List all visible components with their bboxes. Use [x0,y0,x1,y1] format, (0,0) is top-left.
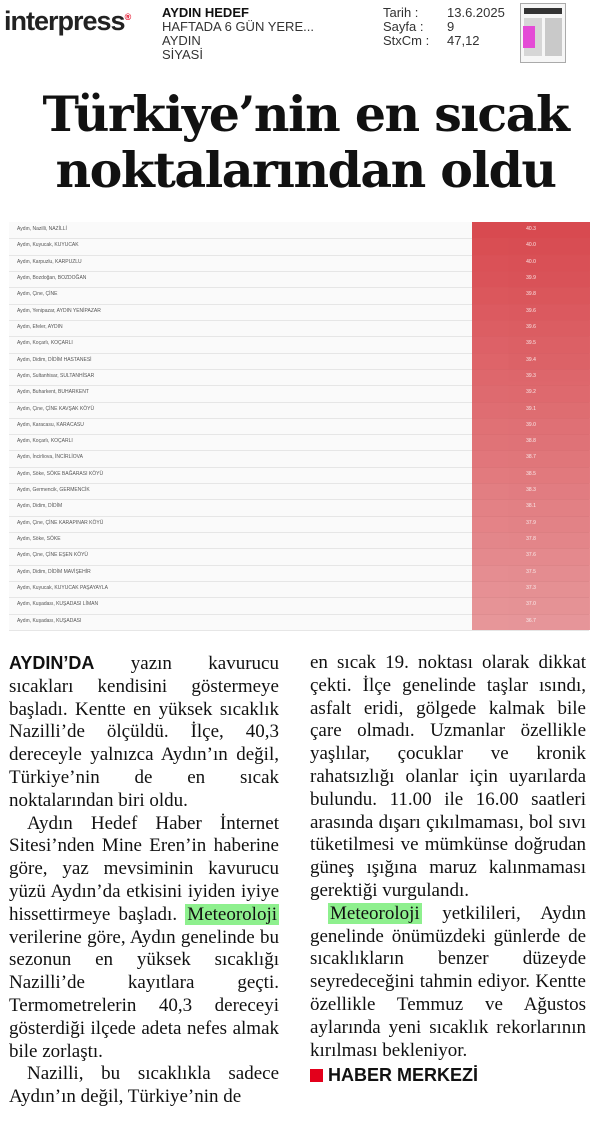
station-name: Aydın, Kuşadası, KUŞADASI LİMAN [17,601,99,608]
temperature-cell [472,304,590,320]
station-name: Aydın, Sultanhisar, SULTANHİSAR [17,372,95,379]
table-row [9,499,589,516]
table-row [9,369,589,386]
temperature-value: 39.1 [526,405,536,412]
table-row [9,418,589,435]
table-row [9,385,589,402]
temperature-cell [472,532,590,548]
temperature-value: 37.9 [526,519,536,526]
station-name: Aydın, Söke, SÖKE [17,536,61,543]
table-row [9,516,589,533]
publication-info [162,6,314,62]
station-name: Aydın, Koçarlı, KOÇARLI [17,340,73,347]
temperature-value: 39.9 [526,274,536,281]
station-name: Aydın, Çine, ÇİNE KARAPINAR KÖYÜ [17,519,104,526]
temperature-cell [472,565,590,581]
temperature-value: 37.3 [526,585,536,592]
table-row [9,532,589,549]
temperature-cell [472,287,590,303]
table-row [9,287,589,304]
temperature-cell [472,336,590,352]
table-row [9,304,589,321]
temperature-cell [472,271,590,287]
temperature-cell [472,614,590,630]
lead-word: AYDIN’DA [9,653,95,673]
temperature-table [9,222,589,630]
temperature-cell [472,597,590,613]
highlight-meteoroloji-2: Meteoroloji [330,902,420,924]
article-headline [0,86,611,198]
temperature-cell [472,581,590,597]
temperature-cell [472,450,590,466]
station-name: Aydın, Kuyucak, KUYUCAK [17,242,79,249]
station-name: Aydın, Çine, ÇİNE EŞEN KÖYÜ [17,552,89,559]
temperature-value: 38.8 [526,438,536,445]
headline-line-2: noktalarından oldu [55,141,556,199]
date-value: 13.6.2025 [447,5,505,20]
publication-category: SİYASİ [162,47,203,62]
station-name: Aydın, Çine, ÇİNE [17,291,58,298]
temperature-cell [472,222,590,238]
stxcm-row: StxCm : 47,12 [383,33,480,48]
table-row [9,271,589,288]
temperature-value: 39.5 [526,340,536,347]
table-row [9,320,589,337]
temperature-cell [472,483,590,499]
station-name: Aydın, Yenipazar, AYDIN YENİPAZAR [17,307,101,314]
paragraph-2: Aydın Hedef Haber İnternet Sitesi’nden Mine Eren’in haberine göre, yaz mevsiminin kavurucu yüzü Aydın’da etkisini iyiden iyiye hissettirmeye başladı. Meteoroloji verilerine göre, Aydın genelinde bu sezonun en yüksek sıcaklığı Nazilli’de kayıtlara geçti. Termometrelerin 40,3 dereceyi gösterdiği ilçede adeta nefes almak bile zorlaştı. [9,812,279,1062]
temperature-value: 38.3 [526,487,536,494]
table-row [9,336,589,353]
temperature-value: 39.6 [526,307,536,314]
interpress-logo: interpress® [4,6,131,36]
article-column-2 [310,652,586,1087]
table-row [9,238,589,255]
temperature-cell [472,434,590,450]
table-row [9,597,589,614]
page-thumbnail[interactable] [520,3,566,63]
temperature-value: 39.6 [526,323,536,330]
page-row: Sayfa : 9 [383,19,455,34]
table-row [9,434,589,451]
temperature-value: 39.0 [526,421,536,428]
paragraph-3-end: en sıcak 19. noktası olarak dikkat çekti. İlçe genelinde taşlar ısındı, asfalt eridi, gölgede kalmak bile çare olmadı. Uzmanlar özellikle yaşlılar, çocuklar ve kronik rahatsızlığı olanlar için uyarılarda bulundu. 11.00 ile 16.00 saatleri arasında dışarı çıkılmaması, bol sıvı tüketilmesi ve mümkünse doğrudan güneş ışığına maruz kalınmaması gerektiği vurgulandı. [310,652,586,901]
publication-frequency: HAFTADA 6 GÜN YERE... [162,19,314,34]
table-row [9,483,589,500]
station-name: Aydın, Karacasu, KARACASU [17,421,84,428]
temperature-cell [472,353,590,369]
temperature-cell [472,320,590,336]
station-name: Aydın, Didim, DİDİM [17,503,63,510]
temperature-value: 40.0 [526,242,536,249]
page-value: 9 [447,19,455,34]
paragraph-3-start: Nazilli, bu sıcaklıkla sadece Aydın’ın değil, Türkiye’nin de [9,1063,279,1108]
date-row: Tarih : 13.6.2025 [383,5,505,20]
temperature-value: 38.1 [526,503,536,510]
station-name: Aydın, Bozdoğan, BOZDOĞAN [17,274,87,281]
station-name: Aydın, Didim, DİDİM MAVİŞEHİR [17,568,91,575]
station-name: Aydın, Kuşadası, KUŞADASI [17,617,82,624]
byline: HABER MERKEZİ [310,1064,586,1087]
temperature-value: 39.8 [526,291,536,298]
temperature-cell [472,402,590,418]
station-name: Aydın, Buharkent, BUHARKENT [17,389,89,396]
temperature-cell [472,516,590,532]
station-name: Aydın, Kuyucak, KUYUCAK PAŞAYAYLA [17,585,108,592]
station-name: Aydın, Efeler, AYDIN [17,323,63,330]
temperature-value: 39.2 [526,389,536,396]
temperature-cell [472,548,590,564]
headline-line-1: Türkiye’nin en sıcak [42,85,569,143]
temperature-value: 38.5 [526,470,536,477]
table-row [9,255,589,272]
temperature-cell [472,369,590,385]
station-name: Aydın, Nazilli, NAZİLLİ [17,226,67,232]
table-row [9,450,589,467]
temperature-value: 38.7 [526,454,536,461]
paragraph-1: AYDIN’DA yazın kavurucu sıcakları kendisini göstermeye başladı. Kentte en yüksek sıcaklık Nazilli’de ölçüldü. İlçe, 40,3 dereceyle yalnızca Aydın’ın değil, Türkiye’nin de en sıcak noktalarından biri oldu. [9,653,279,811]
temperature-value: 36.7 [526,617,536,624]
station-name: Aydın, Koçarlı, KOÇARLI [17,438,73,445]
temperature-value: 37.0 [526,601,536,608]
station-name: Aydın, Çine, ÇİNE KAVŞAK KÖYÜ [17,405,95,412]
table-row [9,565,589,582]
table-row [9,222,589,239]
temperature-value: 37.5 [526,568,536,575]
station-name: Aydın, Germencik, GERMENCİK [17,487,90,494]
temperature-value: 40.0 [526,258,536,265]
temperature-value: 37.6 [526,552,536,559]
temperature-cell [472,385,590,401]
table-row [9,353,589,370]
clipping-meta [383,6,505,48]
temperature-cell [472,499,590,515]
temperature-value: 39.3 [526,372,536,379]
publication-name: AYDIN HEDEF [162,5,249,20]
table-row [9,548,589,565]
temperature-value: 39.4 [526,356,536,363]
temperature-cell [472,255,590,271]
station-name: Aydın, Karpuzlu, KARPUZLU [17,258,82,265]
publication-city: AYDIN [162,33,201,48]
station-name: Aydın, Söke, SÖKE BAĞARASI KÖYÜ [17,470,104,477]
byline-square-icon [310,1069,323,1082]
article-column-1 [9,652,279,1109]
highlight-meteoroloji: Meteoroloji [187,903,277,925]
clipping-header [0,0,611,66]
stxcm-value: 47,12 [447,33,480,48]
paragraph-4: Meteoroloji yetkilileri, Aydın genelinde önümüzdeki günlerde de sıcaklıkların benzer düzeyde seyredeceğini tahmin ediyor. Kentte özellikle Temmuz ve Ağustos aylarında yeni sıcaklık rekorlarının kırılması bekleniyor. [310,902,586,1061]
temperature-value: 40.3 [526,226,536,232]
temperature-cell [472,467,590,483]
temperature-cell [472,238,590,254]
temperature-value: 37.8 [526,536,536,543]
table-row [9,467,589,484]
temperature-cell [472,418,590,434]
station-name: Aydın, Didim, DİDİM HASTANESİ [17,356,92,363]
station-name: Aydın, İncirliova, İNCİRLİOVA [17,454,83,461]
table-row [9,402,589,419]
table-row [9,581,589,598]
table-row [9,614,589,631]
